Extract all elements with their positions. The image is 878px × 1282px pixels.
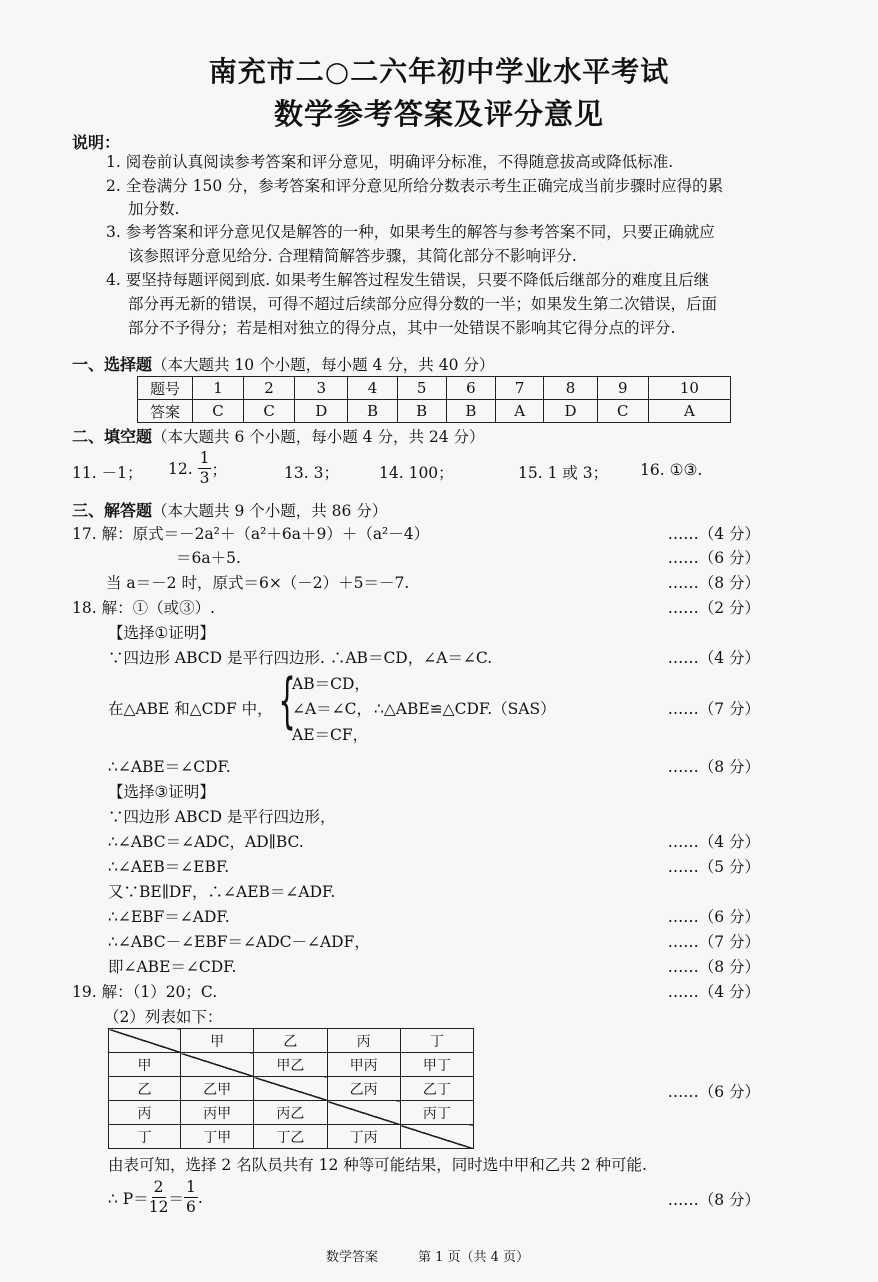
table-cell: A bbox=[495, 400, 543, 423]
fraction: $\frac{1}{3}$ bbox=[199, 449, 210, 487]
table-row bbox=[109, 1125, 474, 1149]
q18-line: ∵四边形 ABCD 是平行四边形. ∴AB＝CD，∠A＝∠C. bbox=[108, 649, 493, 667]
table-cell: 3 bbox=[295, 377, 348, 400]
choice-answer-table bbox=[137, 376, 731, 423]
table-cell: 甲丁 bbox=[400, 1053, 473, 1077]
table-cell: A bbox=[648, 400, 730, 423]
table-cell: D bbox=[544, 400, 597, 423]
q19-probability: ∴ P＝ $\frac{2}{12}$ ＝ $\frac{1}{6}$ . bbox=[108, 1178, 203, 1216]
table-cell: D bbox=[295, 400, 348, 423]
points: ……（6 分） bbox=[667, 1083, 760, 1101]
q18-line: 18. 解：①（或③）. bbox=[72, 599, 216, 617]
row-label-answer: 答案 bbox=[138, 400, 193, 423]
answer-12: 12. $\frac{1}{3}$ ； bbox=[168, 449, 227, 487]
answer-13: 13. 3； bbox=[284, 464, 339, 482]
points: ……（8 分） bbox=[667, 758, 760, 776]
answer-15: 15. 1 或 3； bbox=[518, 464, 609, 482]
points: ……（7 分） bbox=[667, 933, 760, 951]
q19-line: 19. 解：（1）20；C. bbox=[72, 983, 218, 1001]
table-cell: 丙乙 bbox=[254, 1101, 327, 1125]
q18-line: 即∠ABE＝∠CDF. bbox=[108, 958, 237, 976]
q18-line: ∴∠AEB＝∠EBF. bbox=[108, 858, 230, 876]
points: ……（4 分） bbox=[667, 983, 760, 1001]
table-cell: B bbox=[446, 400, 495, 423]
fraction: $\frac{1}{6}$ bbox=[185, 1178, 196, 1216]
table-cell: 丙丁 bbox=[400, 1101, 473, 1125]
page-subtitle: 数学参考答案及评分意见 bbox=[273, 97, 604, 131]
table-cell: B bbox=[397, 400, 446, 423]
table-row-label: 乙 bbox=[109, 1077, 181, 1101]
answer-14: 14. 100； bbox=[379, 464, 454, 482]
table-cell: 乙甲 bbox=[181, 1077, 254, 1101]
note-line: 加分数. bbox=[128, 200, 180, 218]
notes-label: 说明： bbox=[72, 133, 121, 152]
points: ……（4 分） bbox=[667, 525, 760, 543]
corner-cell bbox=[109, 1029, 181, 1053]
footer-subject: 数学答案 bbox=[326, 1250, 379, 1265]
q18-system-line: AB＝CD， bbox=[292, 675, 370, 693]
note-line: 4. 要坚持每题评阅到底. 如果考生解答过程发生错误，只要不降低后继部分的难度且后继 bbox=[106, 271, 710, 289]
table-header-cell: 丙 bbox=[327, 1029, 400, 1053]
table-cell: 丁乙 bbox=[254, 1125, 327, 1149]
table-row bbox=[138, 400, 731, 423]
table-cell: 丁丙 bbox=[327, 1125, 400, 1149]
q19-line: 由表可知，选择 2 名队员共有 12 种等可能结果，同时选中甲和乙共 2 种可能. bbox=[108, 1156, 647, 1174]
brace-icon: { bbox=[278, 666, 296, 736]
q18-line: ∵四边形 ABCD 是平行四边形， bbox=[108, 808, 336, 826]
section-1-heading: 一、选择题（本大题共 10 个小题，每小题 4 分，共 40 分） bbox=[72, 355, 495, 374]
diagonal-cell bbox=[400, 1125, 473, 1149]
table-row-label: 丙 bbox=[109, 1101, 181, 1125]
table-header-cell: 甲 bbox=[181, 1029, 254, 1053]
note-line: 2. 全卷满分 150 分，参考答案和评分意见所给分数表示考生正确完成当前步骤时应得的累 bbox=[106, 177, 724, 195]
points: ……（2 分） bbox=[667, 599, 760, 617]
note-line: 部分再无新的错误，可得不超过后续部分应得分数的一半；如果发生第二次错误，后面 bbox=[128, 295, 718, 313]
q18-choice1-heading: 【选择①证明】 bbox=[108, 624, 215, 642]
table-cell: 5 bbox=[397, 377, 446, 400]
table-cell: 7 bbox=[495, 377, 543, 400]
table-cell: C bbox=[244, 400, 295, 423]
answer-11: 11. －1； bbox=[72, 464, 143, 482]
section-3-heading: 三、解答题（本大题共 9 个小题，共 86 分） bbox=[72, 501, 388, 520]
points: ……（6 分） bbox=[667, 908, 760, 926]
table-header-cell: 乙 bbox=[254, 1029, 327, 1053]
diagonal-cell bbox=[327, 1101, 400, 1125]
table-row bbox=[109, 1077, 474, 1101]
q18-line: ∴∠ABC－∠EBF＝∠ADC－∠ADF， bbox=[108, 933, 370, 951]
q18-line: 又∵BE∥DF，∴∠AEB＝∠ADF. bbox=[108, 883, 336, 901]
q18-line: ∴∠ABE＝∠CDF. bbox=[108, 758, 231, 776]
points: ……（4 分） bbox=[667, 649, 760, 667]
table-cell: 1 bbox=[193, 377, 244, 400]
points: ……（8 分） bbox=[667, 574, 760, 592]
fraction: $\frac{2}{12}$ bbox=[148, 1178, 169, 1216]
q18-line: ∴∠ABC＝∠ADC，AD∥BC. bbox=[108, 833, 304, 851]
q18-system-line: ∠A＝∠C， bbox=[292, 700, 373, 718]
table-header-cell: 丁 bbox=[400, 1029, 473, 1053]
table-cell: 2 bbox=[244, 377, 295, 400]
row-label-number: 题号 bbox=[138, 377, 193, 400]
table-cell: 乙丁 bbox=[400, 1077, 473, 1101]
table-cell: 9 bbox=[597, 377, 648, 400]
diagonal-cell bbox=[181, 1053, 254, 1077]
table-cell: 甲丙 bbox=[327, 1053, 400, 1077]
table-row-label: 甲 bbox=[109, 1053, 181, 1077]
q17-line: 17. 解：原式＝－2a²＋（a²＋6a＋9）＋（a²－4） bbox=[72, 525, 430, 543]
table-cell: 4 bbox=[348, 377, 397, 400]
table-row-label: 丁 bbox=[109, 1125, 181, 1149]
points: ……（8 分） bbox=[667, 1191, 760, 1209]
points: ……（5 分） bbox=[667, 858, 760, 876]
q18-line: ∴∠EBF＝∠ADF. bbox=[108, 908, 230, 926]
points: ……（4 分） bbox=[667, 833, 760, 851]
table-row bbox=[109, 1101, 474, 1125]
table-cell: 丁甲 bbox=[181, 1125, 254, 1149]
table-cell: C bbox=[597, 400, 648, 423]
note-line: 3. 参考答案和评分意见仅是解答的一种，如果考生的解答与参考答案不同，只要正确就应 bbox=[106, 223, 715, 241]
q19-line: （2）列表如下： bbox=[104, 1008, 223, 1026]
table-cell: C bbox=[193, 400, 244, 423]
points: ……（8 分） bbox=[667, 958, 760, 976]
q17-line: ＝6a＋5. bbox=[176, 549, 241, 567]
table-cell: 6 bbox=[446, 377, 495, 400]
outcome-table bbox=[108, 1028, 474, 1149]
diagonal-cell bbox=[254, 1077, 327, 1101]
q17-line: 当 a＝－2 时，原式＝6×（－2）＋5＝－7. bbox=[106, 574, 410, 592]
footer-page-number: 第 1 页（共 4 页） bbox=[418, 1250, 530, 1265]
table-cell: 乙丙 bbox=[327, 1077, 400, 1101]
note-line: 1. 阅卷前认真阅读参考答案和评分意见，明确评分标准，不得随意拔高或降低标准. bbox=[106, 153, 674, 171]
table-row bbox=[138, 377, 731, 400]
table-cell: 10 bbox=[648, 377, 730, 400]
table-row bbox=[109, 1053, 474, 1077]
points: ……（7 分） bbox=[667, 700, 760, 718]
points: ……（6 分） bbox=[667, 549, 760, 567]
section-2-heading: 二、填空题（本大题共 6 个小题，每小题 4 分，共 24 分） bbox=[72, 427, 485, 446]
answer-16: 16. ①③. bbox=[640, 461, 703, 479]
note-line: 部分不予得分；若是相对独立的得分点，其中一处错误不影响其它得分点的评分. bbox=[128, 319, 676, 337]
table-cell: 8 bbox=[544, 377, 597, 400]
note-line: 该参照评分意见给分. 合理精简解答步骤，其简化部分不影响评分. bbox=[128, 247, 577, 265]
q18-line: 在△ABE 和△CDF 中， bbox=[108, 700, 273, 718]
q18-system-line: AE＝CF， bbox=[292, 726, 369, 744]
q18-conclusion: ∴△ABE≌△CDF.（SAS） bbox=[374, 700, 556, 718]
q18-choice3-heading: 【选择③证明】 bbox=[108, 783, 215, 801]
table-cell: 甲乙 bbox=[254, 1053, 327, 1077]
table-cell: B bbox=[348, 400, 397, 423]
page-title: 南充市二○二六年初中学业水平考试 bbox=[208, 55, 670, 88]
table-cell: 丙甲 bbox=[181, 1101, 254, 1125]
table-row bbox=[109, 1029, 474, 1053]
